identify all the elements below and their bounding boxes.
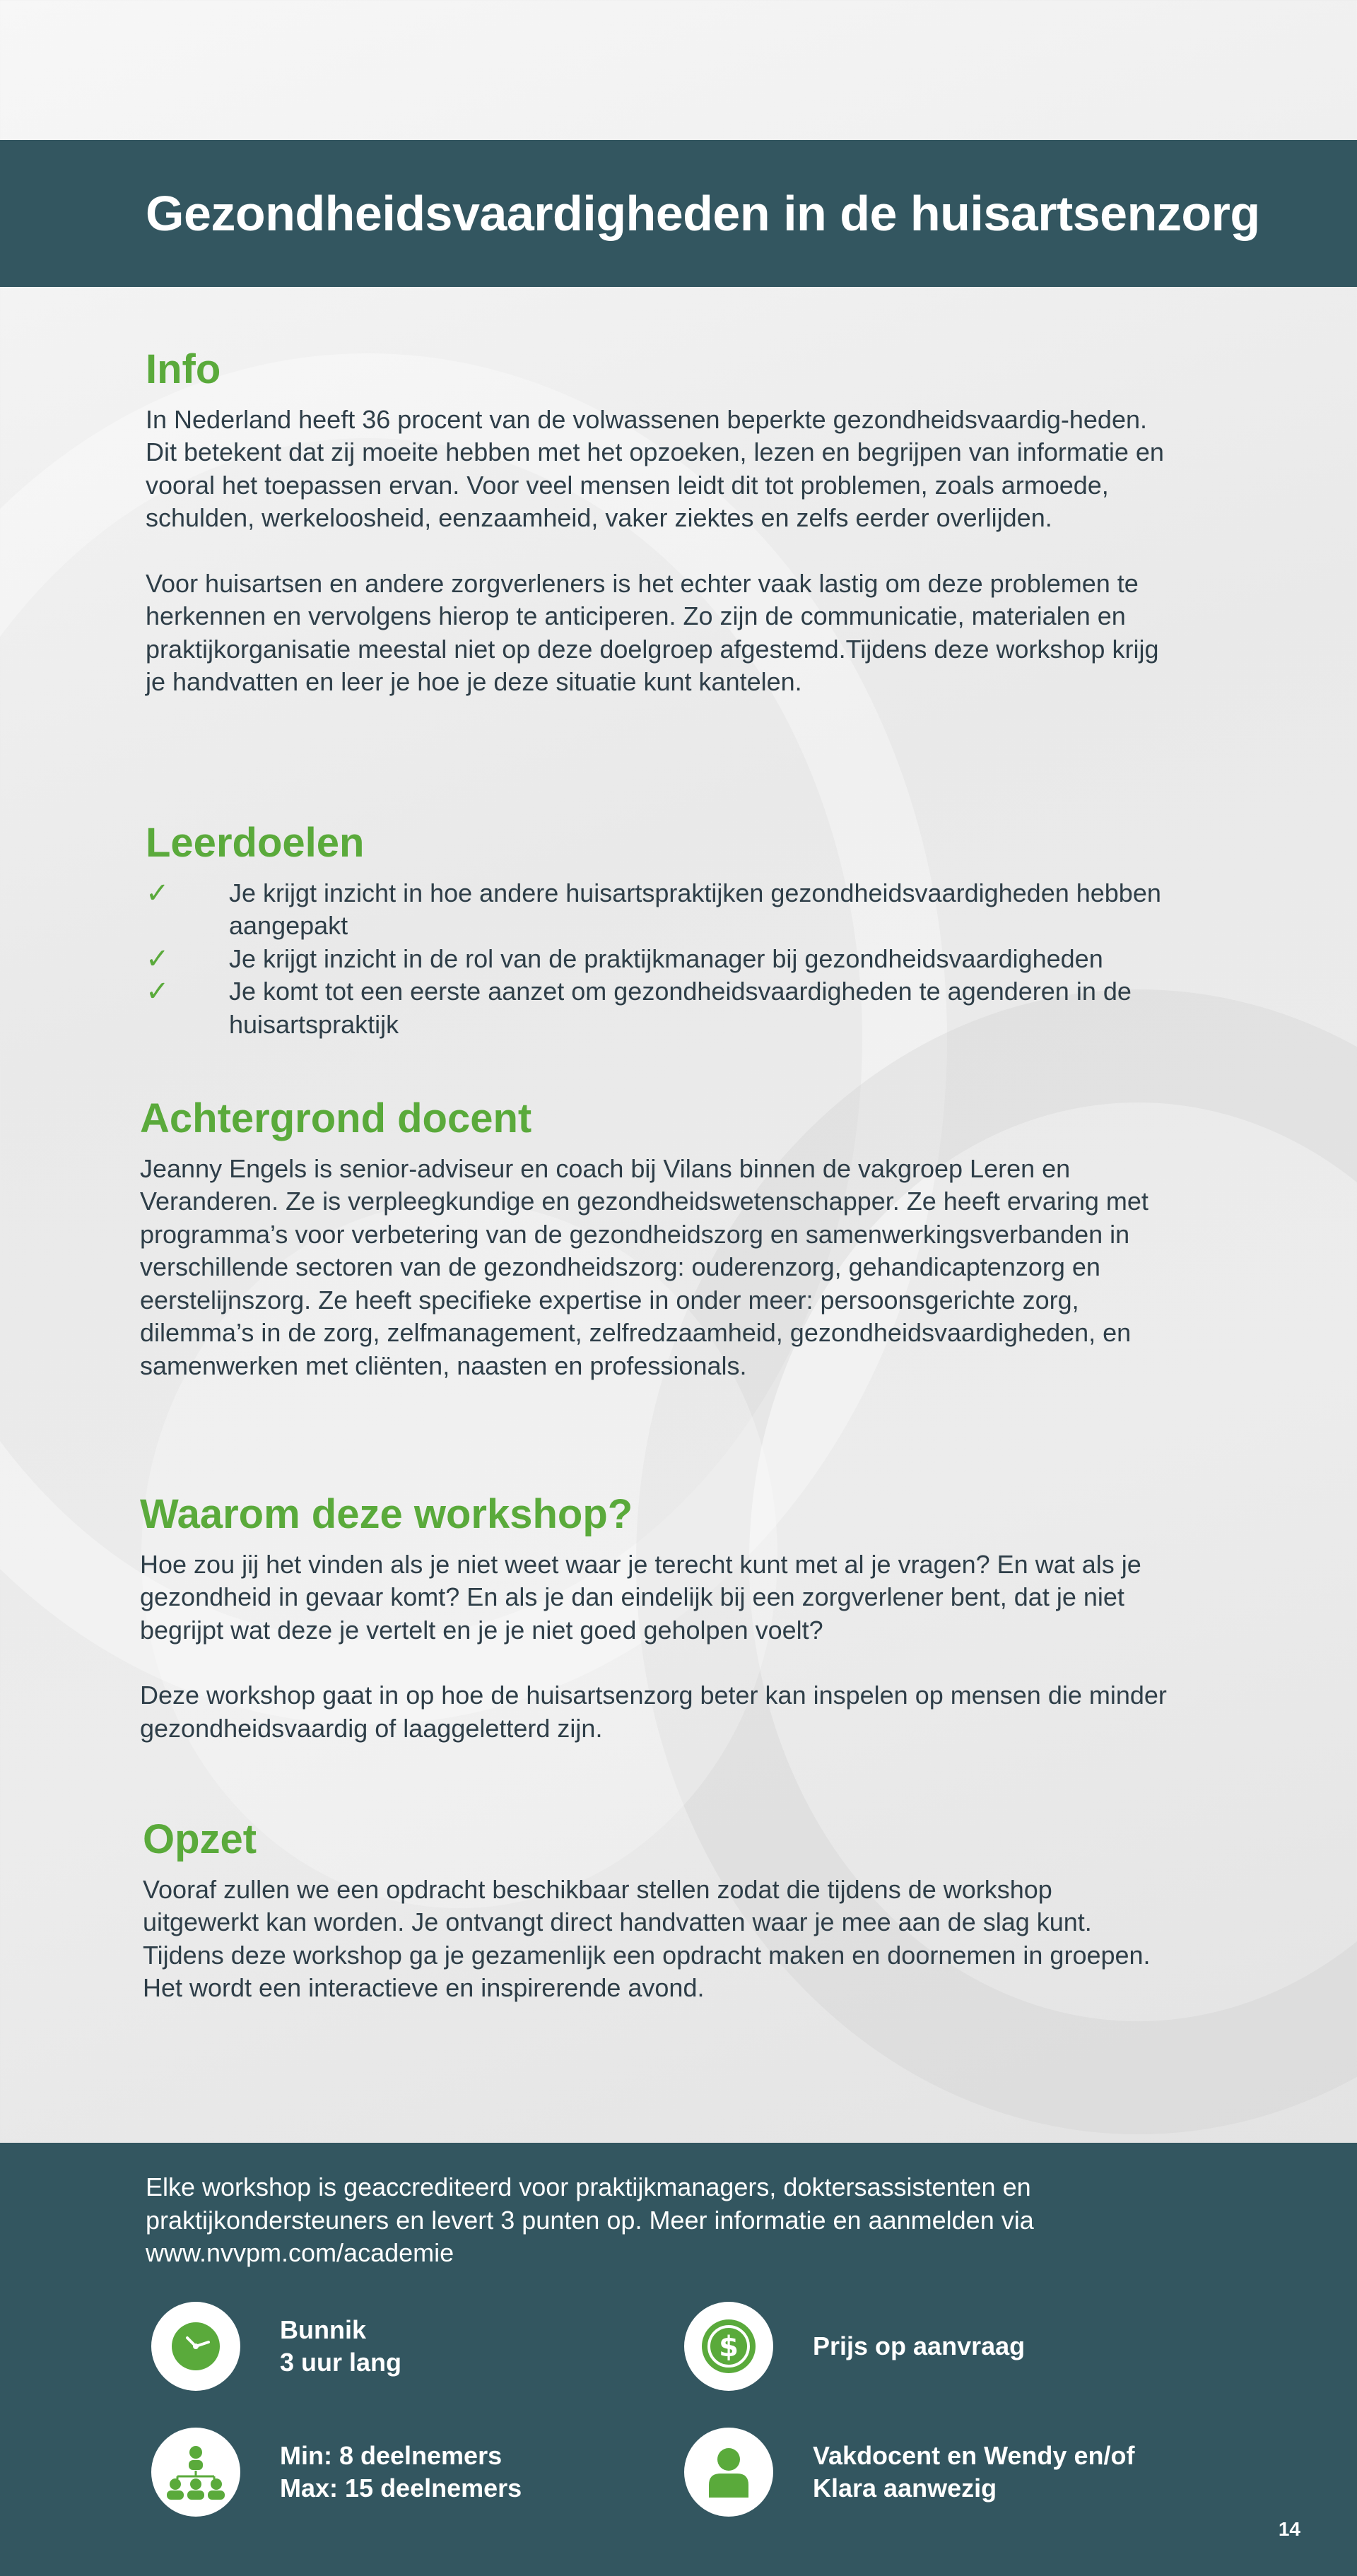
person-icon-badge <box>684 2428 773 2517</box>
dollar-icon-badge <box>684 2302 773 2391</box>
info-price <box>684 2302 1025 2391</box>
list-item-text: Je komt tot een eerste aanzet om gezondheidsvaardigheden te agenderen in de huisartspraktijk <box>229 977 1132 1039</box>
info-section <box>146 346 1177 699</box>
leerdoelen-list <box>146 877 1177 1042</box>
opzet-paragraph: Vooraf zullen we een opdracht beschikbaar stellen zodat die tijdens de workshop uitgewerkt kan worden. Je ontvangt direct handvatten waar je mee aan de slag kunt. Tijdens deze workshop ga je gezamenlijk een opdracht maken en doornemen in groepen. Het wordt een interactieve en inspirerende avond. <box>143 1874 1151 2003</box>
teacher-line: Vakdocent en Wendy en/of <box>813 2441 1135 2470</box>
achtergrond-section <box>140 1095 1172 1382</box>
participants-max: Max: 15 deelnemers <box>280 2474 522 2503</box>
info-heading: Info <box>146 346 221 392</box>
info-location <box>151 2302 401 2391</box>
list-item-text: Je krijgt inzicht in hoe andere huisartspraktijken gezondheidsvaardigheden hebben aangepakt <box>229 878 1161 941</box>
location-line: Bunnik <box>280 2315 366 2344</box>
person-icon <box>706 2447 751 2498</box>
participants-text <box>280 2440 522 2505</box>
leerdoelen-section <box>146 820 1177 1041</box>
info-teacher <box>684 2428 1134 2517</box>
waarom-section <box>140 1491 1172 1745</box>
info-paragraph: In Nederland heeft 36 procent van de volwassenen beperkte gezondheidsvaardig-heden. Dit betekent dat zij moeite hebben met het opzoeken, lezen en begrijpen van informatie en vooral het toepassen ervan. Voor veel mensen leidt dit tot problemen, zoals armoede, schulden, werkeloosheid, eenzaamheid, vaker ziektes en zelfs eerder overlijden. <box>146 404 1164 533</box>
page-number: 14 <box>1278 2518 1300 2540</box>
teacher-text <box>813 2440 1134 2505</box>
group-icon-badge <box>151 2428 240 2517</box>
check-icon: ✓ <box>146 876 170 910</box>
title-band <box>0 140 1357 287</box>
svg-text:$: $ <box>719 2331 739 2363</box>
participants-min: Min: 8 deelnemers <box>280 2441 503 2470</box>
page-title: Gezondheidsvaardigheden in de huisartsenzorg <box>146 186 1260 241</box>
dollar-coin-icon <box>700 2318 757 2375</box>
opzet-section <box>143 1816 1175 2005</box>
achtergrond-heading: Achtergrond docent <box>140 1095 532 1141</box>
accreditation-text: Elke workshop is geaccrediteerd voor praktijkmanagers, doktersassistenten en praktijkondersteuners en levert 3 punten op. Meer informatie en aanmelden via www.nvvpm.com/academie <box>146 2172 1034 2267</box>
achtergrond-paragraph: Jeanny Engels is senior-adviseur en coach bij Vilans binnen de vakgroep Leren en Veranderen. Ze is verpleegkundige en gezondheidswetenschapper. Ze heeft ervaring met programma’s voor verbetering van de gezondheidszorg en samenwerkingsverbanden in verschillende sectoren van de gezondheidszorg: ouderenzorg, gehandicaptenzorg en eerstelijnszorg. Ze heeft specifieke expertise in onder meer: persoonsgerichte zorg, dilemma’s in de zorg, zelfmanagement, zelfredzaamheid, gezondheidsvaardigheden, en samenwerken met cliënten, naasten en professionals. <box>140 1153 1149 1380</box>
teacher-line: Klara aanwezig <box>813 2474 997 2503</box>
info-paragraph: Voor huisartsen en andere zorgverleners is het echter vaak lastig om deze problemen te herkennen en vervolgens hierop te anticiperen. Zo zijn de communicatie, materialen en praktijkorganisatie meestal niet op deze doelgroep afgestemd.Tijdens deze workshop krijg je handvatten en leer je hoe je deze situatie kunt kantelen. <box>146 568 1159 697</box>
waarom-paragraph: Hoe zou jij het vinden als je niet weet waar je terecht kunt met al je vragen? En wat als je gezondheid in gevaar komt? En als je dan eindelijk bij een zorgverlener bent, dat je niet begrijpt wat deze je vertelt en je je niet goed geholpen voelt? <box>140 1549 1141 1645</box>
footer-band <box>0 2143 1357 2576</box>
check-icon: ✓ <box>146 942 170 975</box>
waarom-paragraph: Deze workshop gaat in op hoe de huisartsenzorg beter kan inspelen op mensen die minder gezondheidsvaardig of laaggeletterd zijn. <box>140 1681 1167 1743</box>
clock-icon <box>170 2321 221 2372</box>
waarom-heading: Waarom deze workshop? <box>140 1491 633 1537</box>
price-text <box>813 2330 1025 2363</box>
list-item <box>146 943 1177 976</box>
info-participants <box>151 2428 522 2517</box>
list-item <box>146 877 1177 943</box>
list-item <box>146 975 1177 1041</box>
duration-line: 3 uur lang <box>280 2348 402 2377</box>
clock-icon-badge <box>151 2302 240 2391</box>
check-icon: ✓ <box>146 975 170 1008</box>
leerdoelen-heading: Leerdoelen <box>146 820 365 866</box>
location-text <box>280 2314 401 2379</box>
group-icon <box>165 2444 226 2500</box>
price-line: Prijs op aanvraag <box>813 2331 1026 2360</box>
opzet-heading: Opzet <box>143 1816 257 1862</box>
list-item-text: Je krijgt inzicht in de rol van de praktijkmanager bij gezondheidsvaardigheden <box>229 943 1103 973</box>
